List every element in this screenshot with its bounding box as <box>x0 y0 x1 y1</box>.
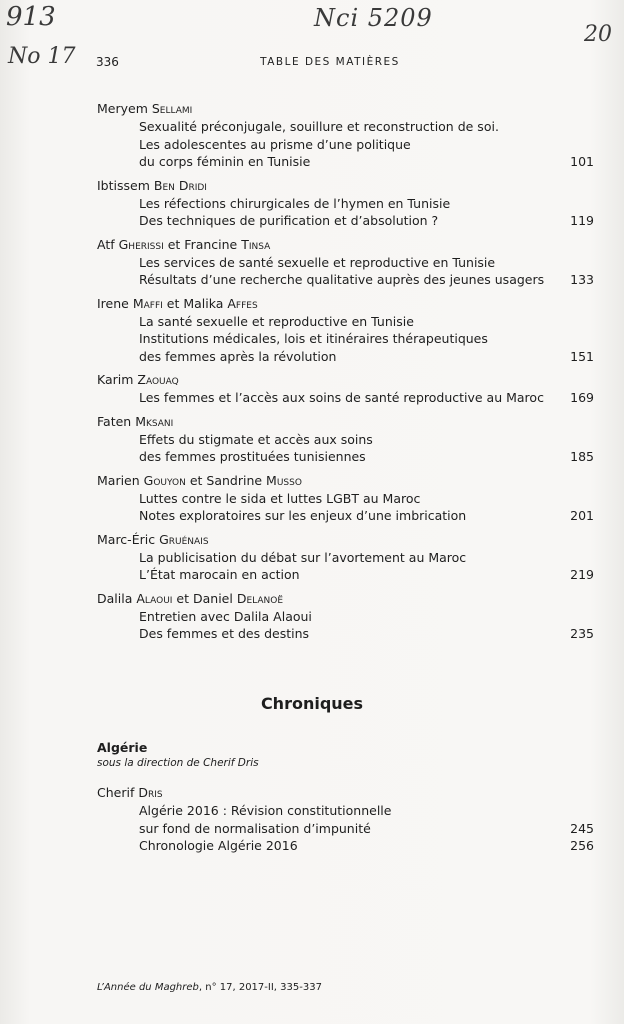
entry-page-number: 119 <box>570 213 594 228</box>
entry-title-line: Les services de santé sexuelle et reproductive en Tunisie <box>139 254 496 270</box>
entry-title-line: Luttes contre le sida et luttes LGBT au Maroc <box>139 490 421 506</box>
toc-entry <box>97 413 597 466</box>
entry-title-line: L’État marocain en action <box>139 567 300 582</box>
entry-titles <box>97 431 597 466</box>
entry-title-line: du corps féminin en Tunisie <box>139 154 311 169</box>
entry-title-line: Résultats d’une recherche qualitative auprès des jeunes usagers <box>139 272 545 287</box>
entry-titles <box>97 254 597 289</box>
handwritten-note: No 17 <box>8 44 76 69</box>
handwritten-note: 913 <box>6 2 56 32</box>
toc-entry <box>97 590 597 643</box>
entry-page-number: 133 <box>570 272 594 287</box>
section-heading: Chroniques <box>260 694 364 713</box>
entry-titles <box>97 837 597 855</box>
entry-author: Marien Gouyon et Sandrine Musso <box>97 472 302 488</box>
entry-title-line: sur fond de normalisation d’impunité <box>139 820 371 836</box>
toc-entry <box>97 100 597 171</box>
entry-page-number: 219 <box>570 567 594 582</box>
entry-titles <box>97 389 597 407</box>
toc-entry <box>97 531 597 584</box>
entry-page-number: 201 <box>570 508 594 523</box>
footer-citation: L’Année du Maghreb, n° 17, 2017-II, 335-337 <box>97 982 322 993</box>
entry-title-line: Les adolescentes au prisme d’une politique <box>139 136 411 152</box>
region-name: Algérie <box>97 740 148 755</box>
toc-entries <box>97 100 597 649</box>
toc-entry <box>97 236 597 289</box>
entry-title-line: Entretien avec Dalila Alaoui <box>139 608 312 624</box>
entry-titles <box>97 195 597 230</box>
entry-author: Dalila Alaoui et Daniel Delanoë <box>97 590 284 606</box>
entry-author: Karim Zaouaq <box>97 372 179 387</box>
entry-titles <box>97 490 597 525</box>
handwritten-note: Nci 5209 <box>314 4 433 32</box>
toc-entry <box>97 784 597 855</box>
running-title: TABLE DES MATIÈRES <box>260 56 400 68</box>
entry-title-line: Effets du stigmate et accès aux soins <box>139 431 373 447</box>
entry-title-line: Des femmes et des destins <box>139 626 310 641</box>
entry-author: Cherif Dris <box>97 785 163 800</box>
entry-page-number: 245 <box>570 820 594 836</box>
toc-entry <box>97 371 597 407</box>
entry-author: Marc-Éric Gruénais <box>97 531 209 547</box>
entry-page-number: 151 <box>570 348 594 364</box>
entry-title-line: Les femmes et l’accès aux soins de santé reproductive au Maroc <box>139 390 544 405</box>
entry-title-line: Chronologie Algérie 2016 <box>139 838 298 853</box>
entry-author: Ibtissem Ben Dridi <box>97 177 207 193</box>
toc-entry <box>97 295 597 366</box>
entry-titles <box>97 802 597 837</box>
entry-title-line: La santé sexuelle et reproductive en Tunisie <box>139 313 414 329</box>
entry-page-number: 101 <box>570 154 594 169</box>
entry-page-number: 235 <box>570 626 594 641</box>
entry-title-line: La publicisation du débat sur l’avortement au Maroc <box>139 549 467 565</box>
entry-page-number: 256 <box>570 838 594 853</box>
handwritten-note: 20 <box>584 22 612 47</box>
page-number: 336 <box>96 55 119 69</box>
entry-title-line: Notes exploratoires sur les enjeux d’une imbrication <box>139 508 467 523</box>
entry-titles <box>97 549 597 584</box>
entry-titles <box>97 313 597 366</box>
region-direction: sous la direction de Cherif Dris <box>97 757 259 769</box>
entry-author: Atf Gherissi et Francine Tinsa <box>97 236 271 252</box>
entry-title-line: Sexualité préconjugale, souillure et reconstruction de soi. <box>139 119 499 134</box>
entry-title-line: Les réfections chirurgicales de l’hymen en Tunisie <box>139 195 451 211</box>
entry-title-line: Algérie 2016 : Révision constitutionnelle <box>139 803 392 818</box>
entry-title-line: des femmes après la révolution <box>139 348 337 364</box>
chronique-region <box>97 740 597 861</box>
entry-page-number: 169 <box>570 390 594 405</box>
toc-entry <box>97 472 597 525</box>
entry-title-line: Des techniques de purification et d’absolution ? <box>139 213 439 228</box>
entry-author: Irene Maffi et Malika Affes <box>97 295 258 311</box>
entry-title-line: Institutions médicales, lois et itinéraires thérapeutiques <box>139 331 488 346</box>
entry-author: Meryem Sellami <box>97 101 193 116</box>
entry-page-number: 185 <box>570 449 594 464</box>
entry-titles <box>97 118 597 171</box>
entry-titles <box>97 608 597 643</box>
entry-title-line: des femmes prostituées tunisiennes <box>139 449 366 464</box>
toc-entry <box>97 177 597 230</box>
entry-author: Faten Mksani <box>97 413 174 429</box>
